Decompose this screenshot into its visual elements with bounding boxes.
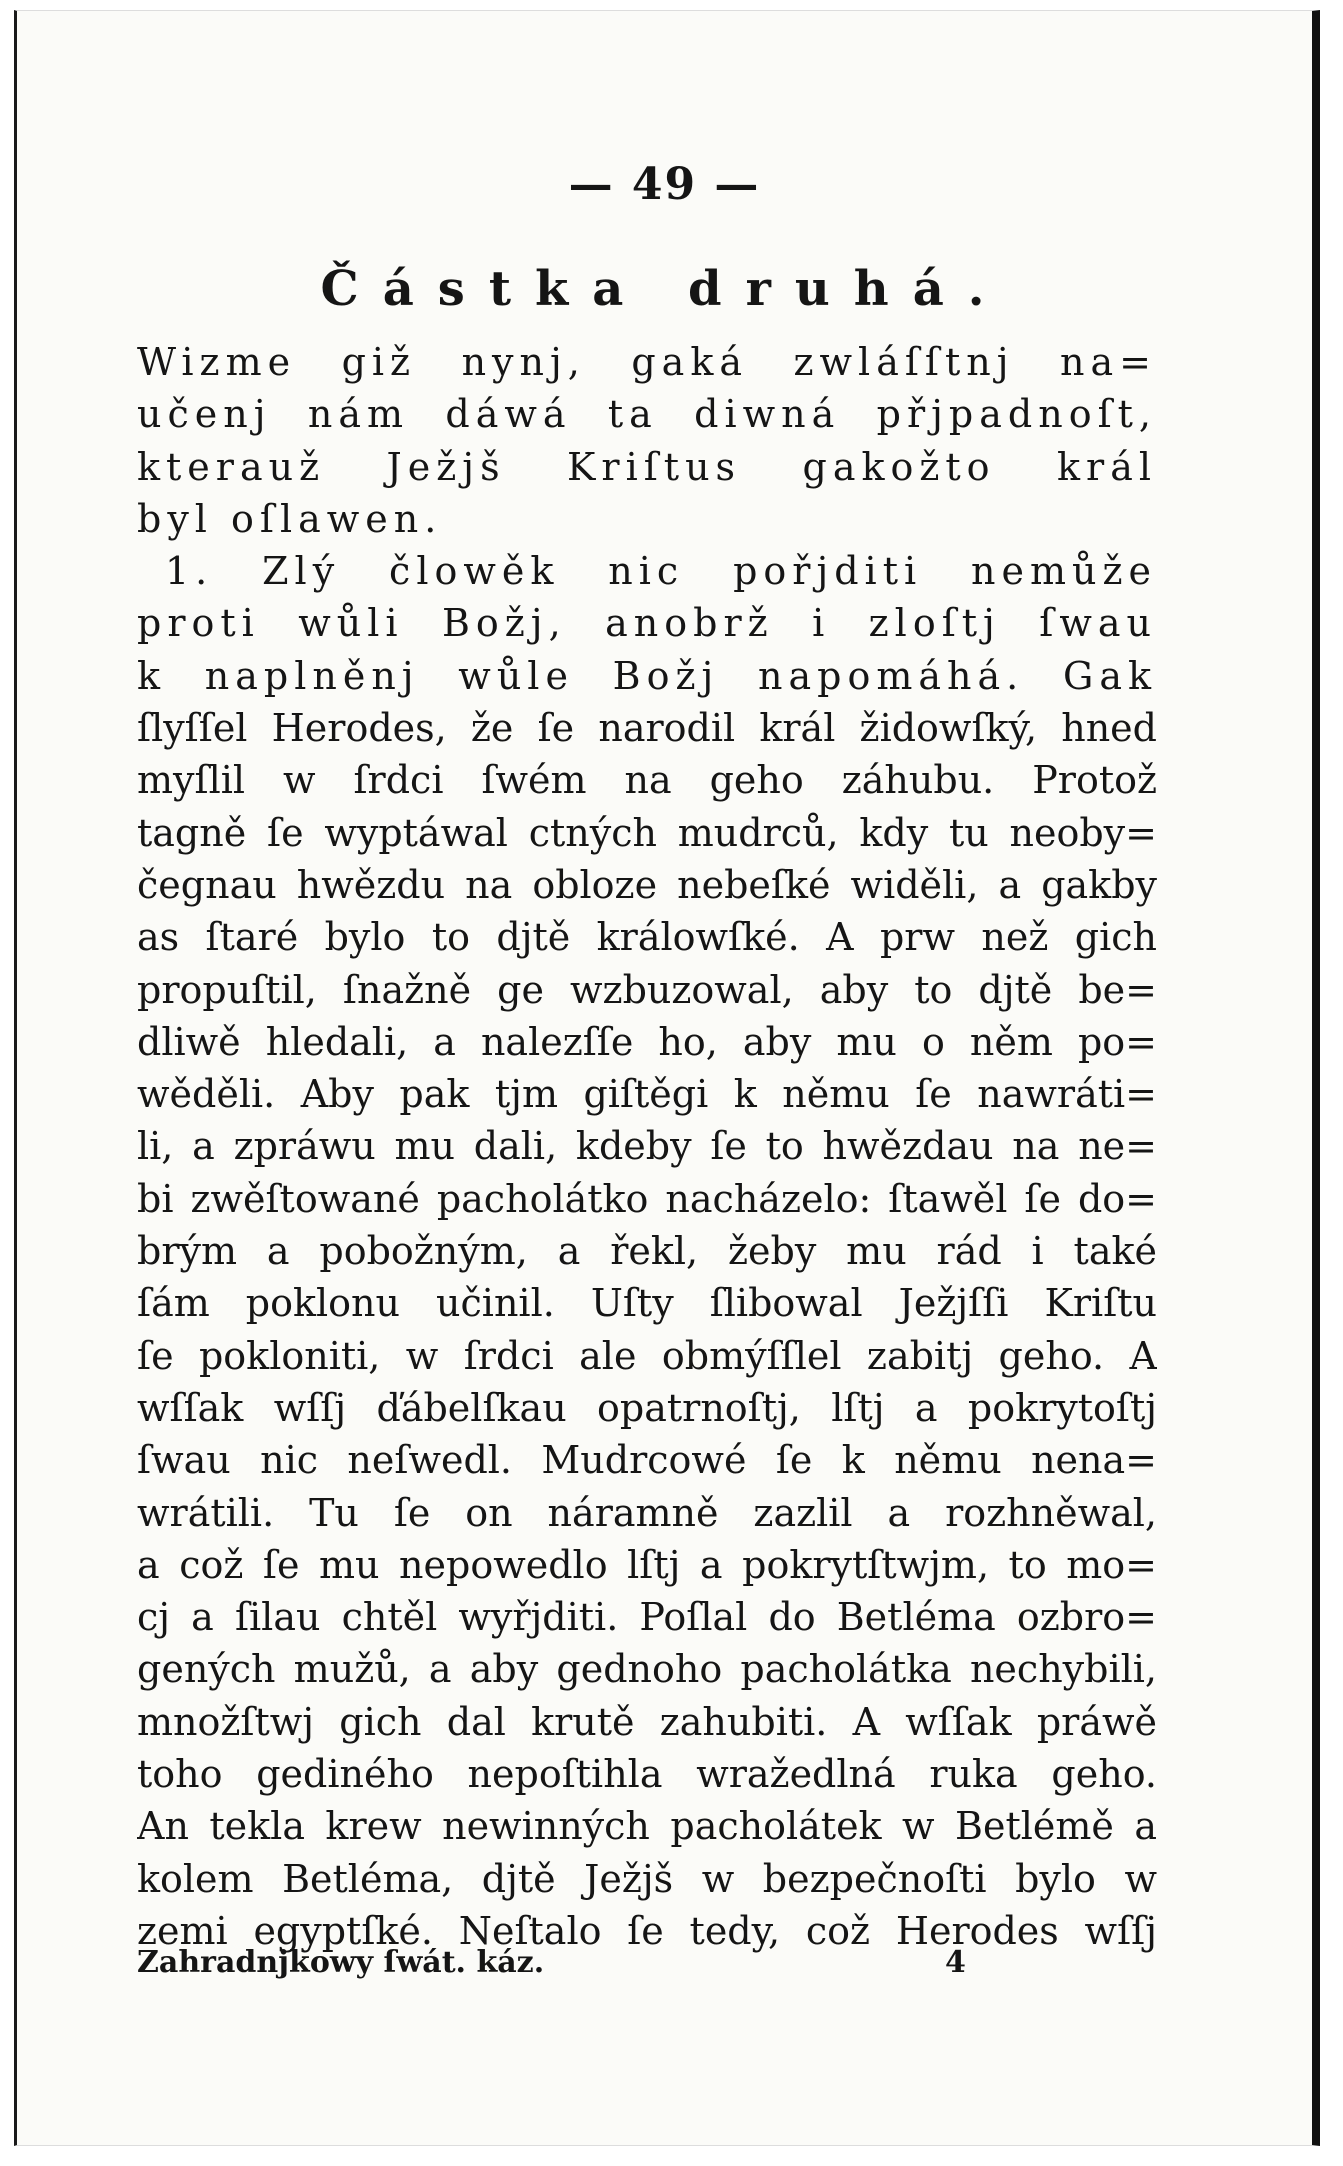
text-line: kterauž Ježjš Kriſtus gakožto král [137,444,1157,489]
text-line: ſe pokloniti, w ſrdci ale obmýſſlel zabitj geho. A [137,1333,1157,1378]
text-line: ſwau nic neſwedl. Mudrcowé ſe k němu nena= [137,1438,1157,1483]
signature-mark: Zahradnjkowy ſwát. káz. [137,1945,545,1980]
text-line: toho gediného nepoſtihla wražedlná ruka geho. [137,1752,1157,1797]
book-page [14,10,1320,2146]
text-line: dliwě hledali, a nalezſſe ho, aby mu o něm po= [137,1019,1157,1064]
text-line: byl oſlawen. [137,496,443,541]
text-line: a což ſe mu nepowedlo lſtj a pokrytſtwjm, to mo= [137,1542,1157,1587]
text-line: tagně ſe wyptáwal ctných mudrců, kdy tu neoby= [137,810,1157,855]
text-line: zemi egyptſké. Neſtalo ſe tedy, což Herodes wſſj [137,1908,1157,1953]
text-line: wſſak wſſj ďábelſkau opatrnoſtj, lſtj a pokrytoſtj [137,1385,1157,1430]
text-line: propuſtil, ſnažně ge wzbuzowal, aby to djtě be= [137,967,1157,1012]
text-line: gených mužů, a aby gednoho pacholátka nechybili, [137,1647,1157,1692]
text-line: brým a pobožným, a řekl, žeby mu rád i také [137,1229,1157,1274]
text-line: k naplněnj wůle Božj napomáhá. Gak [137,653,1157,698]
text-line: ſlyſſel Herodes, že ſe narodil král židowſký, hned [137,706,1157,751]
page-footer [137,1941,1157,1985]
text-line: Wizme giž nynj, gaká zwláſſtnj na= [137,340,1157,384]
text-line: proti wůli Božj, anobrž i zloſtj ſwau [137,601,1157,646]
text-line: as ſtaré bylo to djtě králowſké. A prw než gich [137,915,1157,960]
text-line: wěděli. Aby pak tjm giſtěgi k němu ſe nawráti= [137,1072,1157,1117]
text-line: bi zwěſtowané pacholátko nacházelo: ſtawěl ſe do= [137,1176,1157,1221]
text-line: kolem Betléma, djtě Ježjš w bezpečnoſti bylo w [137,1856,1157,1901]
body-text [137,336,1157,1957]
text-line: 1. Zlý člowěk nic pořjditi nemůže [165,549,1157,594]
text-line: myſlil w ſrdci ſwém na geho záhubu. Protož [137,758,1157,803]
page-number: — 49 — [568,159,761,210]
text-line: li, a zpráwu mu dali, kdeby ſe to hwězdau na ne= [137,1124,1157,1169]
sheet-number: 4 [945,1945,966,1980]
text-line: množſtwj gich dal krutě zahubiti. A wſſak práwě [137,1699,1157,1744]
text-line: učenj nám dáwá ta diwná přjpadnoſt, [137,392,1157,437]
text-line: An tekla krew newinných pacholátek w Betlémě a [137,1804,1157,1849]
text-line: čegnau hwězdu na obloze nebeſké widěli, a gakby [137,862,1157,907]
section-heading: Částka druhá. [320,261,1009,317]
text-line: cj a ſilau chtěl wyřjditi. Poſlal do Betléma ozbro= [137,1595,1157,1640]
text-line: ſám poklonu učinil. Uſty ſlibowal Ježjſſi Kriſtu [137,1281,1157,1326]
text-line: wrátili. Tu ſe on náramně zazlil a rozhněwal, [137,1490,1157,1535]
